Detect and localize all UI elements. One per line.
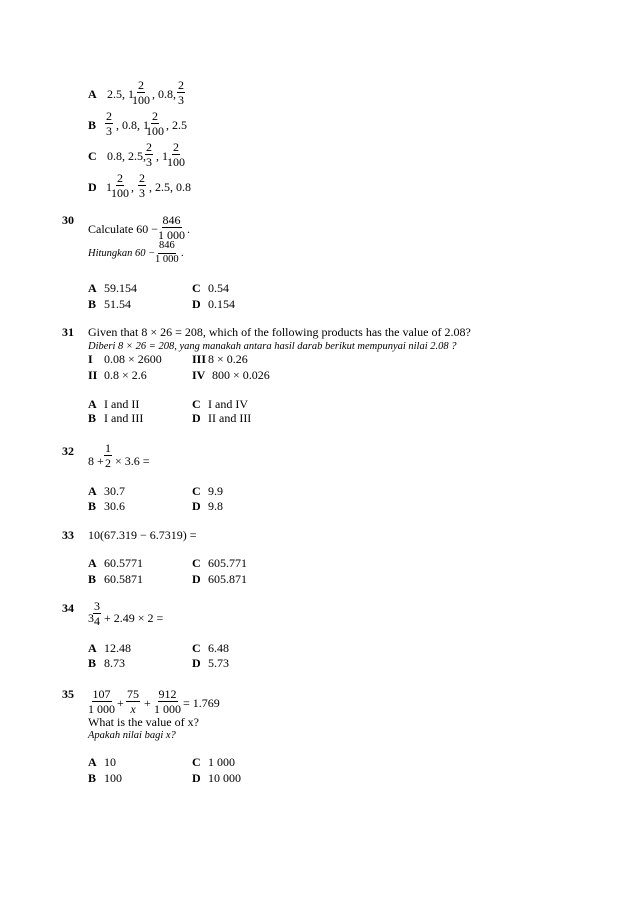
q29-option-b-text: , 0.8, 1: [116, 118, 149, 132]
q34-option-a[interactable]: A 12.48: [88, 641, 131, 655]
q32-fraction: $\frac{1}{2}$: [105, 441, 111, 470]
q29-option-c-text: 0.8, 2.5,: [107, 149, 146, 163]
q30-fraction-ms: $\frac{846}{1 000}$: [155, 240, 179, 265]
q29-option-d-fraction-1: $\frac{2}{100}$: [111, 171, 129, 200]
q30-fraction-en: $\frac{846}{1 000}$: [158, 213, 185, 242]
question-number: 33: [62, 528, 74, 542]
q31-option-a[interactable]: A I and II: [88, 397, 140, 411]
q35-plus-1: +: [117, 696, 124, 710]
q31-option-c[interactable]: C I and IV: [192, 397, 248, 411]
q29-option-d-text-3: , 2.5, 0.8: [149, 180, 191, 194]
q30-option-c[interactable]: C 0.54: [192, 281, 229, 295]
q30-option-a[interactable]: A 59.154: [88, 281, 137, 295]
question-number: 31: [62, 325, 74, 339]
q33-option-d[interactable]: D 605.871: [192, 572, 247, 586]
q35-fraction-3: $\frac{912}{1 000}$: [154, 687, 181, 716]
q32-option-a[interactable]: A 30.7: [88, 484, 125, 498]
q35-fraction-2: $\frac{75}{x}$: [127, 687, 139, 716]
q34-option-d[interactable]: D 5.73: [192, 656, 229, 670]
q35-option-c[interactable]: C 1 000: [192, 755, 235, 769]
question-number: 34: [62, 601, 74, 615]
q35-malay-prompt: Apakah nilai bagi x?: [88, 730, 176, 741]
q30-malay-prompt: Hitungkan 60 −: [88, 248, 156, 259]
q33-option-a[interactable]: A 60.5771: [88, 556, 143, 570]
q32-expression-prefix: 8 +: [88, 454, 104, 468]
q29-option-a-fraction-2: $\frac{2}{3}$: [178, 78, 184, 107]
q30-english-prompt: Calculate 60 −: [88, 222, 159, 236]
q31-item-iv: IV 800 × 0.026: [192, 368, 270, 382]
q29-option-b-letter: B: [88, 118, 97, 132]
q33-option-b[interactable]: B 60.5871: [88, 572, 143, 586]
question-number: 30: [62, 213, 74, 227]
q31-option-b[interactable]: B I and III: [88, 411, 144, 425]
question-number: 35: [62, 687, 74, 701]
q29-option-d-letter: D: [88, 180, 97, 194]
q29-option-a-letter: A: [88, 87, 97, 101]
q33-expression: 10(67.319 − 6.7319) =: [88, 528, 197, 542]
q34-whole-number: 3: [88, 611, 94, 625]
q30-option-d[interactable]: D 0.154: [192, 297, 235, 311]
q34-option-b[interactable]: B 8.73: [88, 656, 125, 670]
q35-plus-2: +: [144, 696, 151, 710]
q35-fraction-1: $\frac{107}{1 000}$: [88, 687, 115, 716]
q31-item-iii: III 8 × 0.26: [192, 352, 248, 366]
q33-option-c[interactable]: C 605.771: [192, 556, 247, 570]
q31-option-d[interactable]: D II and III: [192, 411, 252, 425]
q32-expression-suffix: × 3.6 =: [115, 454, 150, 468]
q35-result: = 1.769: [183, 696, 220, 710]
q30-option-b[interactable]: B 51.54: [88, 297, 131, 311]
q35-english-prompt: What is the value of x?: [88, 715, 199, 729]
q35-option-d[interactable]: D 10 000: [192, 771, 241, 785]
q30-en-period: .: [187, 222, 190, 236]
question-number: 32: [62, 444, 74, 458]
q31-malay-prompt: Diberi 8 × 26 = 208, yang manakah antara hasil darab berikut mempunyai nilai 2.08 ?: [88, 341, 457, 352]
q30-ms-period: .: [181, 248, 184, 259]
q34-option-c[interactable]: C 6.48: [192, 641, 229, 655]
q29-option-d-fraction-2: $\frac{2}{3}$: [139, 171, 145, 200]
q32-option-c[interactable]: C 9.9: [192, 484, 223, 498]
q35-option-b[interactable]: B 100: [88, 771, 122, 785]
q29-option-b-fraction-2: $\frac{2}{100}$: [146, 109, 164, 138]
q29-option-b-fraction-1: $\frac{2}{3}$: [106, 109, 112, 138]
q34-expression-suffix: + 2.49 × 2 =: [104, 611, 164, 625]
q31-english-prompt: Given that 8 × 26 = 208, which of the following products has the value of 2.08?: [88, 325, 471, 339]
q29-option-c-fraction-2: $\frac{2}{100}$: [167, 140, 185, 169]
q29-option-a-text-2: , 0.8,: [152, 87, 176, 101]
q29-option-a-text: 2.5, 1: [107, 87, 134, 101]
q32-option-b[interactable]: B 30.6: [88, 499, 125, 513]
q31-item-ii: II 0.8 × 2.6: [88, 368, 147, 382]
q29-option-d-text: 1: [106, 180, 112, 194]
q29-option-d-text-2: ,: [131, 180, 134, 194]
q31-item-i: I 0.08 × 2600: [88, 352, 162, 366]
q29-option-b-text-2: , 2.5: [166, 118, 187, 132]
q29-option-c-text-2: , 1: [156, 149, 168, 163]
q29-option-c-letter: C: [88, 149, 97, 163]
q34-fraction: $\frac{3}{4}$: [94, 599, 100, 628]
q35-option-a[interactable]: A 10: [88, 755, 116, 769]
q29-option-a-fraction-1: $\frac{2}{100}$: [132, 78, 150, 107]
q32-option-d[interactable]: D 9.8: [192, 499, 223, 513]
q29-option-c-fraction-1: $\frac{2}{3}$: [146, 140, 152, 169]
